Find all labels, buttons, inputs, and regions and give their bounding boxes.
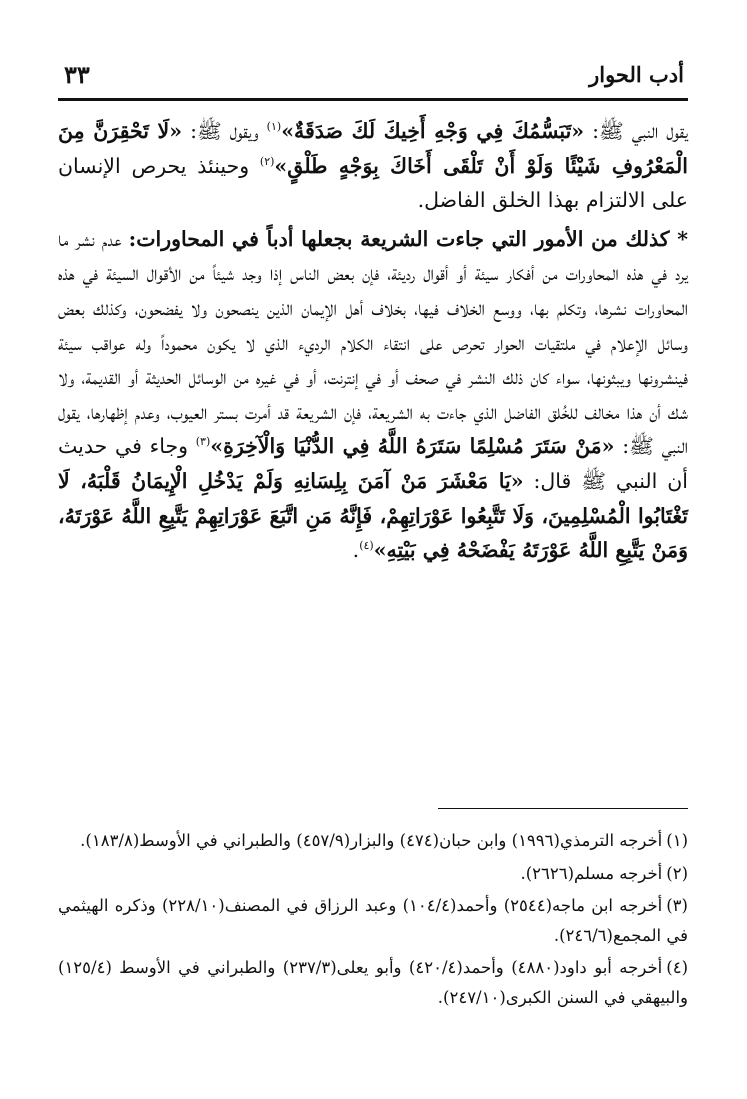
header-rule [58,98,688,101]
footnote-ref-4[interactable]: (٤) [359,539,374,553]
footnote-4 [58,953,688,1012]
hadith-quote-3: «مَنْ سَتَرَ مُسْلِمًا سَتَرَهُ اللَّهُ فِي الدُّنْيَا وَالْآخِرَةِ» [210,434,615,459]
running-header [58,58,688,94]
footnote-marker: (٣) [666,896,688,915]
paragraph-2 [58,222,688,568]
footnotes [58,826,688,1015]
footnote-text: أخرجه أبو داود(٤٨٨٠) وأحمد(٤٢٠/٤) وأبو يعلى(٢٣٧/٣) والطبراني في الأوسط (١٢٥/٤) والبيهقي في السنن الكبرى(٢٤٧/١٠). [58,958,688,1007]
footnote-3 [58,891,688,950]
footnote-1 [58,826,688,856]
paragraph-1 [58,114,688,218]
text-run: . [352,538,360,563]
body-text [58,114,688,568]
book-title: أدب الحوار [589,62,684,87]
footnote-text: أخرجه مسلم(٢٦٢٦). [520,863,663,883]
hadith-quote-2: «لَا تَحْقِرَنَّ مِنَ الْمَعْرُوفِ شَيْئًا وَلَوْ أَنْ تَلْقَى أَخَاكَ بِوَجْهٍ طَلْقٍ» [58,119,688,178]
page-number: ٣٣ [64,60,90,89]
footnote-text: أخرجه ابن ماجه(٢٥٤٤) وأحمد(١٠٤/٤) وعبد الرزاق في المصنف(٢٢٨/١٠) وذكره الهيثمي في المجمع(٢٤٦/٦). [58,896,688,945]
footnote-text: أخرجه الترمذي(١٩٩٦) وابن حبان(٤٧٤) والبزار(٤٥٧/٩) والطبراني في الأوسط(١٨٣/٨). [80,831,663,850]
footnote-ref-3[interactable]: (٣) [195,435,211,449]
footnote-marker: (١) [666,831,688,850]
footnote-ref-1[interactable]: (١) [266,120,282,134]
footnote-marker: (٤) [666,958,688,977]
footnote-2 [58,859,688,889]
page [58,58,689,1007]
footnote-rule [438,808,688,809]
text-run: ويقول ﷺ: [182,119,267,143]
text-run: وحينئذ يحرص الإنسان على الالتزام بهذا الخلق الفاضل. [58,153,688,213]
footnote-ref-2[interactable]: (٢) [259,154,275,168]
text-run: وجاء في حديث أن النبي ﷺ قال: [58,434,689,493]
paragraph-lead: * كذلك من الأمور التي جاءت الشريعة بجعلها أدباً في المحاورات: [128,226,688,251]
hadith-quote-1: «تَبَسُّمُكَ فِي وَجْهِ أَخِيكَ لَكَ صَدَقَةٌ» [281,119,585,143]
hadith-quote-4: «يَا مَعْشَرَ مَنْ آمَنَ بِلِسَانِهِ وَلَمْ يَدْخُلِ الْإِيمَانُ قَلْبَهُ، لَا تَغْتَابُوا الْمُسْلِمِينَ، وَلَا تَتَّبِعُوا عَوْرَاتِهِمْ، فَإِنَّهُ مَنِ اتَّبَعَ عَوْرَاتِهِمْ يَتَّبِعِ اللَّهُ عَوْرَتَهُ، وَمَنْ يَتَّبِعِ اللَّهُ عَوْرَتَهُ يَفْضَحْهُ فِي بَيْتِهِ» [58,468,688,563]
footnote-marker: (٢) [666,863,688,883]
text-run: يقول النبي ﷺ: [584,119,688,143]
text-run: عدم نشر ما يرد في هذه المحاورات من أفكار سيئة أو أقوال رديئة، فإن بعض الناس إذا وجد شيئاً من الأقوال السيئة في هذه المحاورات نشرها، وتكلم بها، ووسع الخلاف فيها، بخلاف أهل الإيمان الذين ينصحون ولا يفضحون، وكذلك بعض وسائل الإعلام في ملتقيات الحوار تحرص على انتقاء الكلام الرديء الذي لا يكون محموداً وله عواقب سيئة فينشرونها ويبثونها، سواء كان ذلك النشر في صحف أو في إنترنت، أو في غيره من الوسائل الحديثة أو القديمة، ولا شك أن هذا مخالف للخُلق الفاضل الذي جاءت به الشريعة، فإن الشريعة قد أمرت بستر العيوب، وعدم إظهارها، يقول النبي ﷺ: [58,226,688,459]
